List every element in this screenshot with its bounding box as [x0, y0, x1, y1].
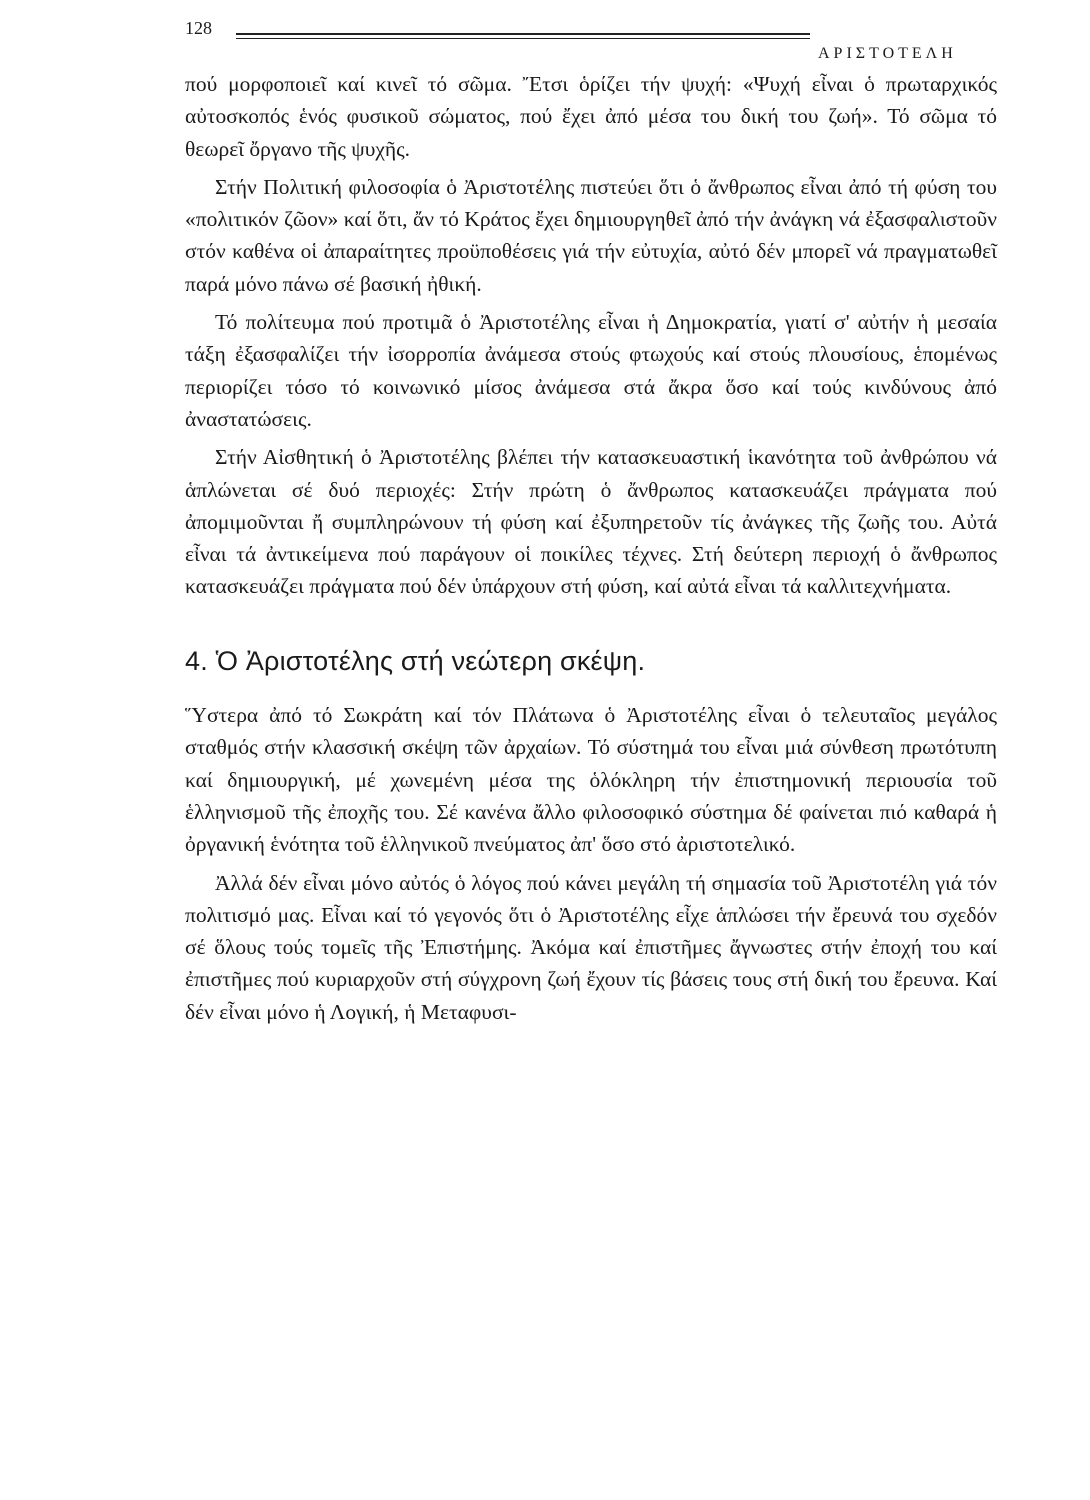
paragraph: Στήν Πολιτική φιλοσοφία ὁ Ἀριστοτέλης πιστεύει ὅτι ὁ ἄνθρωπος εἶναι ἀπό τή φύση του «πολιτικόν ζῶον» καί ὅτι, ἄν τό Κράτος ἔχει δημιουργηθεῖ ἀπό τήν ἀνάγκη νά ἐξασφαλιστοῦν στόν καθένα οἱ ἀπαραίτητες προϋποθέσεις γιά τήν εὐτυχία, αὐτό δέν μπορεῖ νά πραγματωθεῖ παρά μόνο πάνω σέ βασική ἠθική.	[185, 174, 997, 296]
running-title: ΑΡΙΣΤΟΤΕΛΗ	[818, 45, 957, 62]
paragraph: Ἀλλά δέν εἶναι μόνο αὐτός ὁ λόγος πού κάνει μεγάλη τή σημασία τοῦ Ἀριστοτέλη γιά τόν πολιτισμό μας. Εἶναι καί τό γεγονός ὅτι ὁ Ἀριστοτέλης εἶχε ἁπλώσει τήν ἔρευνά του σχεδόν σέ ὅλους τούς τομεῖς τῆς Ἐπιστήμης. Ἀκόμα καί ἐπιστῆμες ἄγνωστες στήν ἐποχή του καί ἐπιστῆμες πού κυριαρχοῦν στή σύγχρονη ζωή ἔχουν τίς βάσεις τους στή δική του ἔρευνα. Καί δέν εἶναι μόνο ἡ Λογική, ἡ Μεταφυσι-	[185, 870, 997, 1024]
header-rule	[236, 33, 810, 35]
paragraph: Ὕστερα ἀπό τό Σωκράτη καί τόν Πλάτωνα ὁ Ἀριστοτέλης εἶναι ὁ τελευταῖος μεγάλος σταθμός στήν κλασσική σκέψη τῶν ἀρχαίων. Τό σύστημά του εἶναι μιά σύνθεση πρωτότυπη καί δημιουργική, μέ χωνεμένη μέσα της ὁλόκληρη τήν ἐπιστημονική περιουσία τοῦ ἑλληνισμοῦ τῆς ἐποχῆς του. Σέ κανένα ἄλλο φιλοσοφικό σύστημα δέ φαίνεται πιό καθαρά ἡ ὀργανική ἑνότητα τοῦ ἑλληνικοῦ πνεύματος ἀπ' ὅσο στό ἀριστοτελικό.	[185, 703, 997, 857]
paragraph: Τό πολίτευμα πού προτιμᾶ ὁ Ἀριστοτέλης εἶναι ἡ Δημοκρατία, γιατί σ' αὐτήν ἡ μεσαία τάξη ἐξασφαλίζει τήν ἰσορροπία ἀνάμεσα στούς φτωχούς καί στούς πλουσίους, ἑπομένως περιορίζει τόσο τό κοινωνικό μίσος ἀνάμεσα στά ἄκρα ὅσο καί τούς κινδύνους ἀπό ἀναστατώσεις.	[185, 310, 997, 431]
section-heading: 4. Ὁ Ἀριστοτέλης στή νεώτερη σκέψη.	[185, 645, 646, 676]
paragraph: Στήν Αἰσθητική ὁ Ἀριστοτέλης βλέπει τήν κατασκευαστική ἱκανότητα τοῦ ἀνθρώπου νά ἁπλώνεται σέ δυό περιοχές: Στήν πρώτη ὁ ἄνθρωπος κατασκευάζει πράγματα πού ἀπομιμοῦνται ἤ συμπληρώνουν τή φύση καί ἐξυπηρετοῦν τίς ἀνάγκες τῆς ζωῆς του. Αὐτά εἶναι τά ἀντικείμενα πού παράγουν οἱ ποικίλες τέχνες. Στή δεύτερη περιοχή ὁ ἄνθρωπος κατασκευάζει πράγματα πού δέν ὑπάρχουν στή φύση, καί αὐτά εἶναι τά καλλιτεχνήματα.	[185, 445, 997, 599]
body-text	[185, 68, 997, 1028]
paragraph: πού μορφοποιεῖ καί κινεῖ τό σῶμα. Ἔτσι ὁρίζει τήν ψυχή: «Ψυχή εἶναι ὁ πρωταρχικός αὐτοσκοπός ἑνός φυσικοῦ σώματος, πού ἔχει ἀπό μέσα του δική του ζωή». Τό σῶμα τό θεωρεῖ ὄργανο τῆς ψυχῆς.	[185, 72, 997, 161]
header-rule-thin	[236, 38, 810, 39]
page-number: 128	[185, 18, 212, 38]
